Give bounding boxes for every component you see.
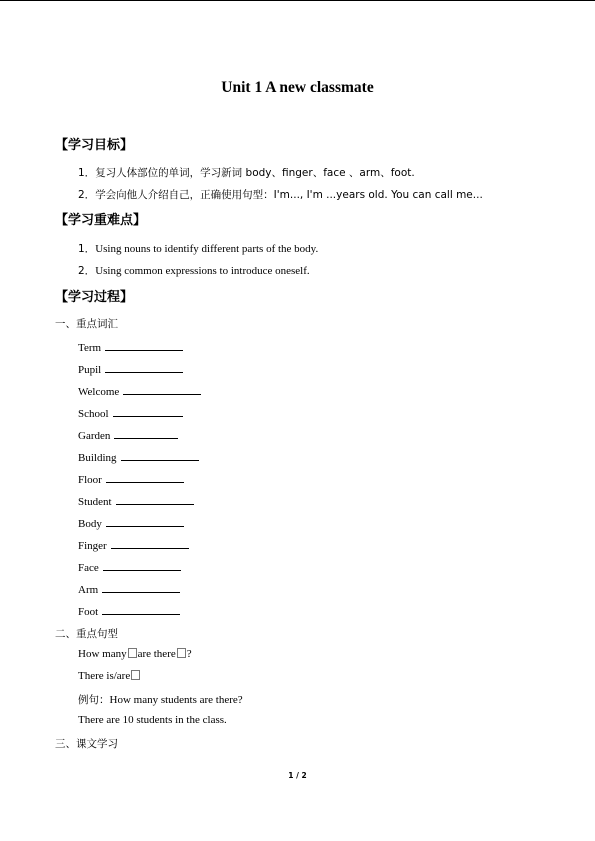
vocab-item-building — [78, 450, 199, 464]
example-question: How many students are there? — [109, 694, 243, 706]
answer-blank[interactable] — [123, 384, 201, 395]
pattern-q-end: ? — [186, 648, 192, 660]
vocab-item-floor — [78, 472, 184, 486]
placeholder-box-icon — [131, 670, 140, 680]
pattern-q-start: How many — [78, 648, 127, 660]
goal-item-2-num: 2． — [78, 189, 96, 201]
answer-blank[interactable] — [106, 472, 184, 483]
vocab-heading: 一、重点词汇 — [55, 318, 118, 330]
vocab-item-finger — [78, 538, 189, 552]
answer-blank[interactable] — [105, 340, 183, 351]
top-rule — [0, 0, 595, 1]
goals-heading: 【学习目标】 — [55, 138, 134, 153]
answer-blank[interactable] — [103, 560, 181, 571]
answer-blank[interactable] — [106, 516, 184, 527]
answer-blank[interactable] — [102, 582, 180, 593]
vocab-word: Finger — [78, 540, 107, 552]
vocab-word: Student — [78, 496, 112, 508]
page-title: Unit 1 A new classmate — [221, 79, 374, 96]
vocab-item-arm — [78, 582, 180, 596]
answer-blank[interactable] — [102, 604, 180, 615]
vocab-item-student — [78, 494, 194, 508]
vocab-word: Arm — [78, 584, 99, 596]
vocab-item-welcome — [78, 384, 201, 398]
goal-item-2 — [78, 187, 483, 202]
keypoint-item-1-text: Using nouns to identify different parts of the body. — [95, 243, 319, 255]
vocab-item-face — [78, 560, 181, 574]
vocab-word: Body — [78, 518, 102, 530]
keypoint-item-2 — [78, 263, 310, 278]
goal-item-1-text: 复习人体部位的单词，学习新词 body、finger、face 、arm、foot. — [95, 167, 415, 179]
page-number: 1 / 2 — [288, 771, 307, 780]
process-heading: 【学习过程】 — [55, 290, 134, 305]
vocab-item-term — [78, 340, 183, 354]
placeholder-box-icon — [177, 648, 186, 658]
keypoint-item-1 — [78, 241, 318, 256]
example-label: 例句： — [78, 694, 110, 706]
pattern-answer — [78, 670, 141, 682]
answer-blank[interactable] — [121, 450, 199, 461]
vocab-word: Floor — [78, 474, 102, 486]
keypoints-heading: 【学习重难点】 — [55, 213, 147, 228]
vocab-word: School — [78, 408, 109, 420]
pattern-question — [78, 648, 192, 660]
patterns-heading: 二、重点句型 — [55, 628, 118, 640]
pattern-example-answer: There are 10 students in the class. — [78, 714, 227, 726]
answer-blank[interactable] — [113, 406, 183, 417]
vocab-word: Pupil — [78, 364, 102, 376]
goal-item-1-num: 1． — [78, 167, 96, 179]
vocab-word: Building — [78, 452, 117, 464]
vocab-word: Welcome — [78, 386, 120, 398]
pattern-example-question — [78, 692, 243, 707]
keypoint-item-2-num: 2． — [78, 265, 96, 277]
goal-item-2-text: 学会向他人介绍自己，正确使用句型：I'm..., I'm ...years old. You can call me... — [95, 189, 483, 201]
text-study-heading: 三、课文学习 — [55, 738, 118, 750]
pattern-q-mid: are there — [137, 648, 176, 660]
keypoint-item-2-text: Using common expressions to introduce oneself. — [95, 265, 310, 277]
answer-blank[interactable] — [114, 428, 178, 439]
vocab-item-body — [78, 516, 184, 530]
answer-blank[interactable] — [105, 362, 183, 373]
answer-blank[interactable] — [111, 538, 189, 549]
vocab-item-school — [78, 406, 183, 420]
vocab-word: Foot — [78, 606, 99, 618]
vocab-item-garden — [78, 428, 178, 442]
placeholder-box-icon — [128, 648, 137, 658]
vocab-word: Garden — [78, 430, 111, 442]
vocab-item-pupil — [78, 362, 183, 376]
keypoint-item-1-num: 1． — [78, 243, 96, 255]
vocab-word: Term — [78, 342, 102, 354]
pattern-a-start: There is/are — [78, 670, 131, 682]
vocab-item-foot — [78, 604, 180, 618]
vocab-word: Face — [78, 562, 99, 574]
goal-item-1 — [78, 165, 415, 180]
answer-blank[interactable] — [116, 494, 194, 505]
